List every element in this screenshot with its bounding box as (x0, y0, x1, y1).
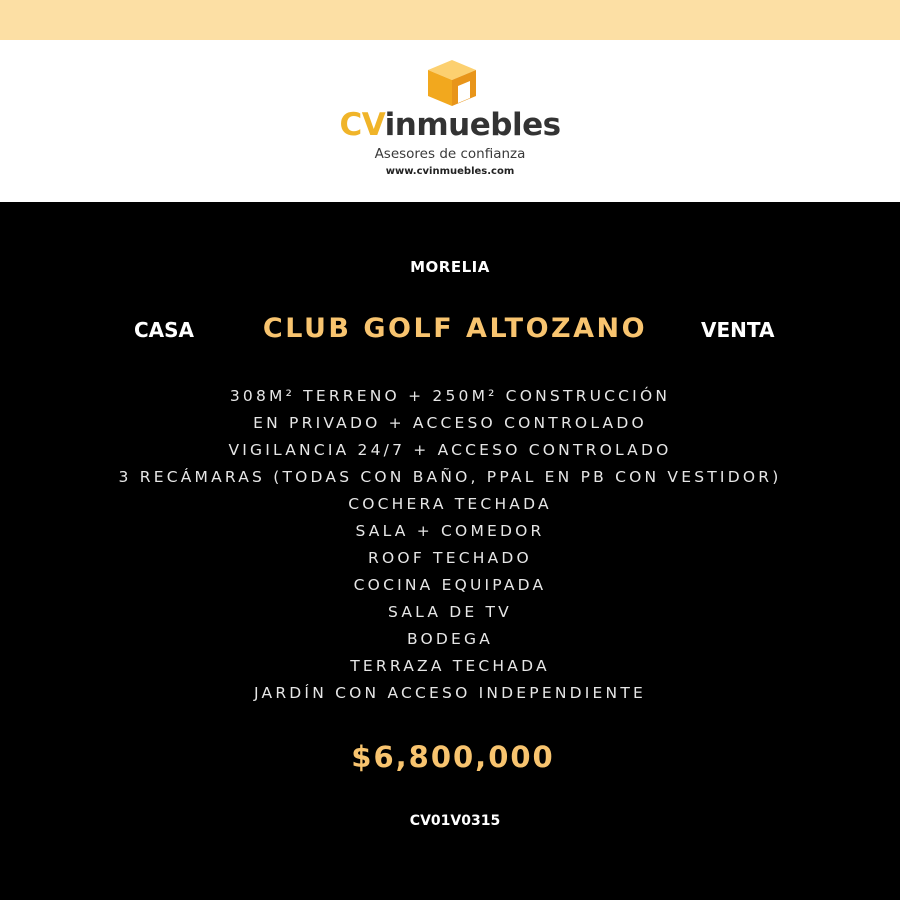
feature-item: SALA + COMEDOR (355, 522, 545, 540)
feature-item: COCHERA TECHADA (348, 495, 552, 513)
listing-code: CV01V0315 (409, 813, 501, 829)
brand-inmuebles: inmuebles (384, 107, 561, 143)
feature-item: 3 RECÁMARAS (TODAS CON BAÑO, PPAL EN PB CON VESTIDOR) (118, 468, 782, 486)
feature-item: ROOF TECHADO (368, 549, 532, 567)
brand-url: www.cvinmuebles.com (385, 166, 515, 177)
brand-tagline: Asesores de confianza (374, 146, 526, 162)
operation-label: VENTA (701, 318, 775, 342)
feature-item: EN PRIVADO + ACCESO CONTROLADO (253, 414, 647, 432)
feature-item: VIGILANCIA 24/7 + ACCESO CONTROLADO (228, 441, 672, 459)
price-label: $6,800,000 (351, 740, 555, 774)
feature-list (0, 383, 900, 707)
feature-item: JARDÍN CON ACCESO INDEPENDIENTE (254, 684, 646, 702)
brand-header (0, 40, 900, 202)
top-accent-stripe (0, 0, 900, 40)
city-label: MORELIA (410, 258, 490, 276)
feature-item: TERRAZA TECHADA (350, 657, 550, 675)
feature-item: 308M² TERRENO + 250M² CONSTRUCCIÓN (229, 387, 671, 405)
feature-item: BODEGA (406, 630, 494, 648)
brand-wordmark (0, 106, 900, 144)
orange-cube-house-icon (422, 58, 482, 110)
brand-cv: CV (339, 107, 385, 143)
feature-item: COCINA EQUIPADA (353, 576, 547, 594)
feature-item: SALA DE TV (388, 603, 512, 621)
property-type-label: CASA (134, 318, 195, 342)
listing-title: CLUB GOLF ALTOZANO (262, 313, 648, 344)
